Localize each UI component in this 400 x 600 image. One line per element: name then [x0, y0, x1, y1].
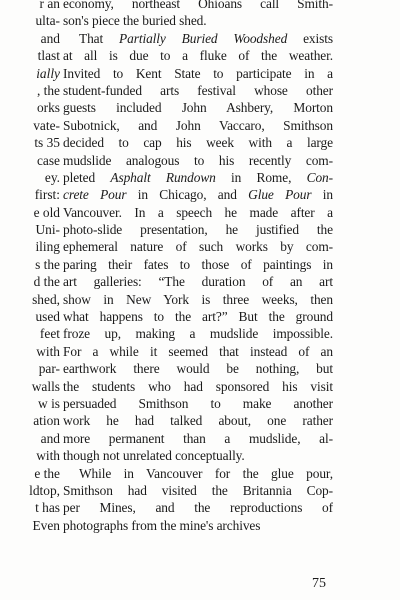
left-fragment: ulta- [35, 13, 60, 29]
left-fragment: Even [32, 517, 60, 533]
left-fragment: e the [34, 465, 60, 481]
page-number: 75 [312, 576, 326, 591]
text-line: art galleries: “The duration of an art [63, 274, 333, 290]
left-fragment: Uni- [35, 222, 60, 238]
text-line: per Mines, and the reproductions of [63, 500, 333, 516]
text-line: what happens to the art?” But the ground [63, 309, 333, 325]
previous-column-fragments [0, 0, 60, 534]
left-fragment: ey. [44, 169, 60, 185]
left-fragment: r an [39, 0, 60, 11]
main-text-column [63, 0, 333, 534]
text-line: persuaded Smithson to make another [63, 395, 333, 411]
left-fragment: vate- [33, 117, 60, 133]
left-fragment: iling [35, 239, 60, 255]
left-fragment: ldtop, [29, 482, 60, 498]
text-line: Smithson had visited the Britannia Cop- [63, 482, 333, 498]
left-fragment: with [36, 343, 60, 359]
left-fragment: and [40, 30, 60, 46]
text-line: more permanent than a mudslide, al- [63, 430, 333, 446]
left-fragment: and [40, 430, 60, 446]
text-line: paring their fates to those of paintings in [63, 256, 333, 272]
text-line: decided to cap his week with a large [63, 135, 333, 151]
text-line: Invited to Kent State to participate in a [63, 65, 333, 81]
text-line: economy, northeast Ohioans call Smith- [63, 0, 333, 11]
text-line: Subotnick, and John Vaccaro, Smithson [63, 117, 333, 133]
left-fragment: ially [36, 65, 60, 81]
text-line: the students who had sponsored his visit [63, 378, 333, 394]
text-line: ephemeral nature of such works by com- [63, 239, 333, 255]
left-fragment: t has [35, 500, 60, 516]
left-fragment: walls [31, 378, 60, 394]
text-line: pleted Asphalt Rundown in Rome, Con- [63, 169, 333, 185]
left-fragment: first: [34, 187, 60, 203]
left-fragment: with [36, 448, 60, 464]
left-fragment: s the [35, 256, 60, 272]
text-line: son's piece the buried shed. [63, 13, 207, 29]
text-line: mudslide analogous to his recently com- [63, 152, 333, 168]
text-line: student-funded arts festival whose other [63, 82, 333, 98]
left-fragment: orks [36, 100, 60, 116]
left-fragment: shed, [32, 291, 60, 307]
text-line: at all is due to a fluke of the weather. [63, 48, 333, 64]
text-line: Vancouver. In a speech he made after a [63, 204, 333, 220]
text-line: photographs from the mine's archives [63, 517, 261, 533]
text-line: work he had talked about, one rather [63, 413, 333, 429]
left-fragment: w is [38, 395, 60, 411]
text-line: though not unrelated conceptually. [63, 448, 245, 464]
left-fragment: used [35, 309, 60, 325]
left-fragment: case [36, 152, 60, 168]
text-line: That Partially Buried Woodshed exists [79, 30, 333, 46]
left-fragment: d the [33, 274, 60, 290]
left-fragment: tlast [37, 48, 60, 64]
left-fragment: e old [33, 204, 60, 220]
text-line: earthwork there would be nothing, but [63, 361, 333, 377]
text-line: guests included John Ashbery, Morton [63, 100, 333, 116]
left-fragment: , the [36, 82, 60, 98]
text-line: photo-slide presentation, he justified the [63, 222, 333, 238]
text-line: froze up, making a mudslide impossible. [63, 326, 333, 342]
text-line: For a while it seemed that instead of an [63, 343, 333, 359]
left-fragment: ation [33, 413, 60, 429]
left-fragment: feet [39, 326, 60, 342]
left-fragment: ts 35 [34, 135, 60, 151]
text-line: While in Vancouver for the glue pour, [79, 465, 333, 481]
text-line: show in New York is three weeks, then [63, 291, 333, 307]
text-line: crete Pour in Chicago, and Glue Pour in [63, 187, 333, 203]
left-fragment: par- [38, 361, 60, 377]
